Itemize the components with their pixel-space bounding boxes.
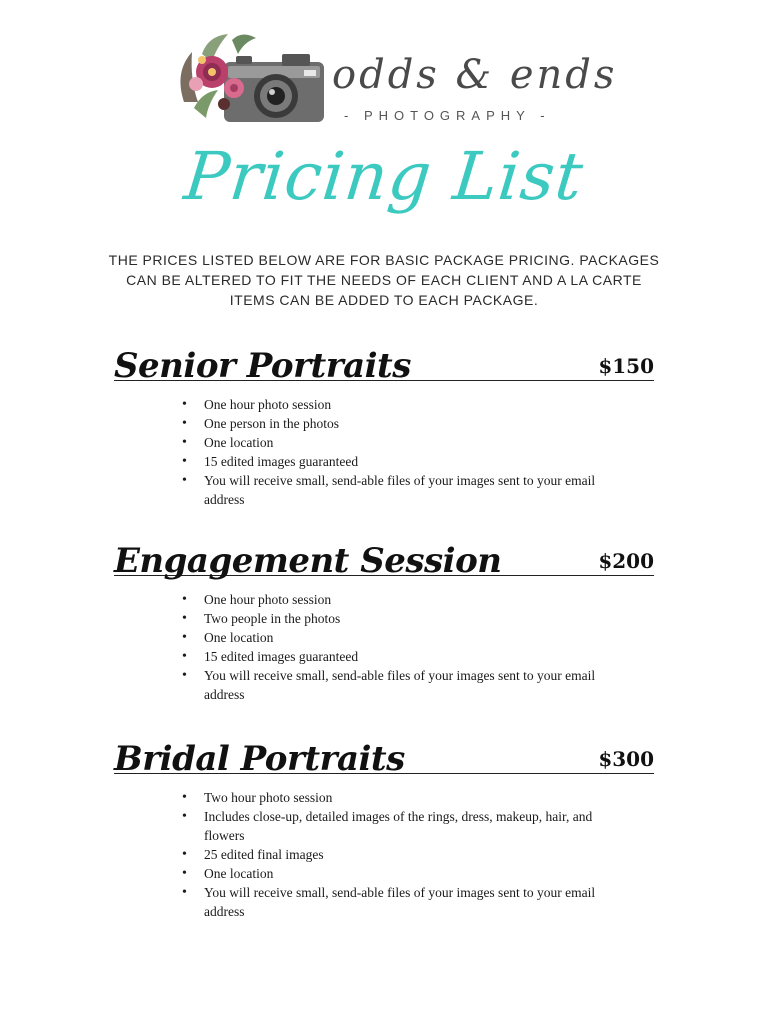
package-name: Engagement Session bbox=[114, 541, 502, 581]
camera-flowers-icon bbox=[172, 32, 332, 128]
brand-name: odds & ends bbox=[332, 52, 618, 98]
list-item: • One location bbox=[204, 864, 634, 883]
package-senior-portraits bbox=[114, 342, 654, 509]
list-item: • One hour photo session bbox=[204, 590, 634, 609]
list-item: • Two people in the photos bbox=[204, 609, 634, 628]
list-item: • Two hour photo session bbox=[204, 788, 634, 807]
list-item: • 25 edited final images bbox=[204, 845, 634, 864]
list-item: • 15 edited images guaranteed bbox=[204, 452, 634, 471]
package-feature-list bbox=[114, 395, 654, 509]
package-header bbox=[114, 342, 654, 386]
package-feature-list bbox=[114, 590, 654, 704]
package-header bbox=[114, 537, 654, 581]
package-price: $200 bbox=[598, 549, 654, 573]
brand-logo bbox=[172, 32, 618, 128]
package-price: $300 bbox=[598, 747, 654, 771]
package-header bbox=[114, 735, 654, 779]
list-item: • One location bbox=[204, 433, 634, 452]
list-item: • One person in the photos bbox=[204, 414, 634, 433]
package-bridal-portraits bbox=[114, 735, 654, 921]
package-name: Bridal Portraits bbox=[114, 739, 405, 779]
list-item: • One hour photo session bbox=[204, 395, 634, 414]
intro-text: THE PRICES LISTED BELOW ARE FOR BASIC PACKAGE PRICING. PACKAGES CAN BE ALTERED TO FIT THE NEEDS OF EACH CLIENT AND A LA CARTE ITEMS CAN BE ADDED TO EACH PACKAGE. bbox=[108, 252, 660, 308]
package-feature-list bbox=[114, 788, 654, 921]
list-item: • One location bbox=[204, 628, 634, 647]
package-name: Senior Portraits bbox=[114, 346, 411, 386]
list-item: • You will receive small, send-able files of your images sent to your email address bbox=[204, 883, 634, 921]
list-item: • Includes close-up, detailed images of the rings, dress, makeup, hair, and flowers bbox=[204, 807, 634, 845]
list-item: • 15 edited images guaranteed bbox=[204, 647, 634, 666]
package-engagement-session bbox=[114, 537, 654, 704]
page-title: Pricing List bbox=[180, 138, 588, 215]
package-price: $150 bbox=[598, 354, 654, 378]
list-item: • You will receive small, send-able files of your images sent to your email address bbox=[204, 471, 634, 509]
list-item: • You will receive small, send-able files of your images sent to your email address bbox=[204, 666, 634, 704]
brand-tagline: - PHOTOGRAPHY - bbox=[344, 108, 551, 123]
